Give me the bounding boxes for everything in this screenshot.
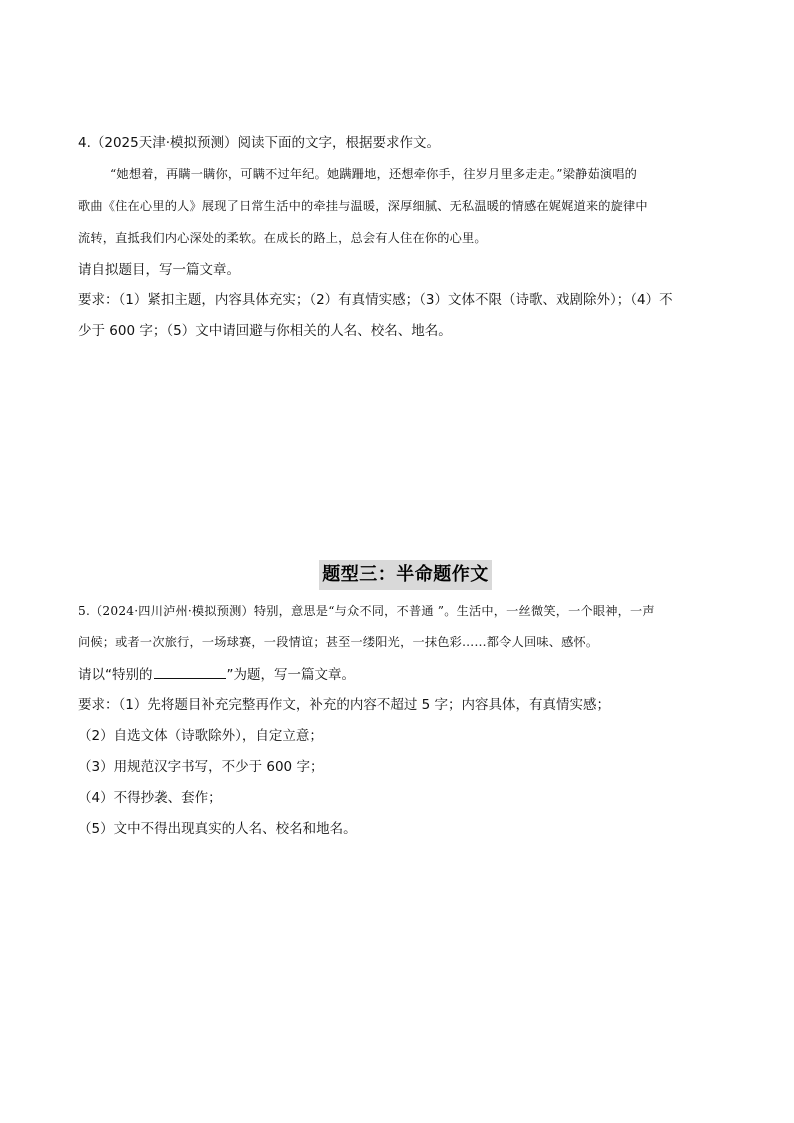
question-4-requirements-line-2: 少于 600 字；（5）文中请回避与你相关的人名、校名、地名。 (78, 323, 452, 339)
section-title: 题型三：半命题作文 (319, 560, 492, 590)
question-4-passage-line-2: 歌曲《住在心里的人》展现了日常生活中的牵挂与温暖，深厚细腻、无私温暖的情感在娓娓道来的旋律中 (78, 199, 648, 213)
question-5-requirement-4: （4）不得抄袭、套作； (78, 790, 222, 806)
question-4-requirements-line-1: 要求：（1）紧扣主题，内容具体充实；（2）有真情实感；（3）文体不限（诗歌、戏剧除外）；（4）不 (78, 292, 673, 308)
question-4-header: 4.（2025天津·模拟预测）阅读下面的文字，根据要求作文。 (78, 135, 441, 151)
question-4-passage-line-1: “她想着，再瞒一瞒你，可瞒不过年纪。她蹒跚地，还想牵你手，往岁月里多走走。”梁静茹演唱的 (110, 167, 638, 181)
question-5-requirement-1: 要求：（1）先将题目补充完整再作文，补充的内容不超过 5 字；内容具体，有真情实感； (78, 697, 611, 713)
question-4-instruction: 请自拟题目，写一篇文章。 (78, 262, 240, 278)
question-5-instruction-prefix: 请以“特别的 (78, 667, 153, 683)
question-5-requirement-3: （3）用规范汉字书写，不少于 600 字； (78, 759, 324, 775)
title-blank (154, 664, 226, 679)
question-4-passage-line-3: 流转，直抵我们内心深处的柔软。在成长的路上，总会有人住在你的心里。 (78, 231, 487, 245)
question-5-instruction (78, 664, 355, 685)
question-5-requirement-2: （2）自选文体（诗歌除外），自定立意； (78, 728, 323, 744)
question-5-header-line-1: 5.（2024·四川泸州·模拟预测）特别，意思是“与众不同，不普通 ”。生活中，一丝微笑，一个眼神，一声 (78, 604, 655, 618)
question-5-requirement-5: （5）文中不得出现真实的人名、校名和地名。 (78, 821, 357, 837)
question-5-instruction-suffix: ”为题，写一篇文章。 (226, 667, 355, 683)
question-5-header-line-2: 问候；或者一次旅行，一场球赛，一段情谊；甚至一缕阳光，一抹色彩……都令人回味、感怀。 (78, 635, 599, 649)
